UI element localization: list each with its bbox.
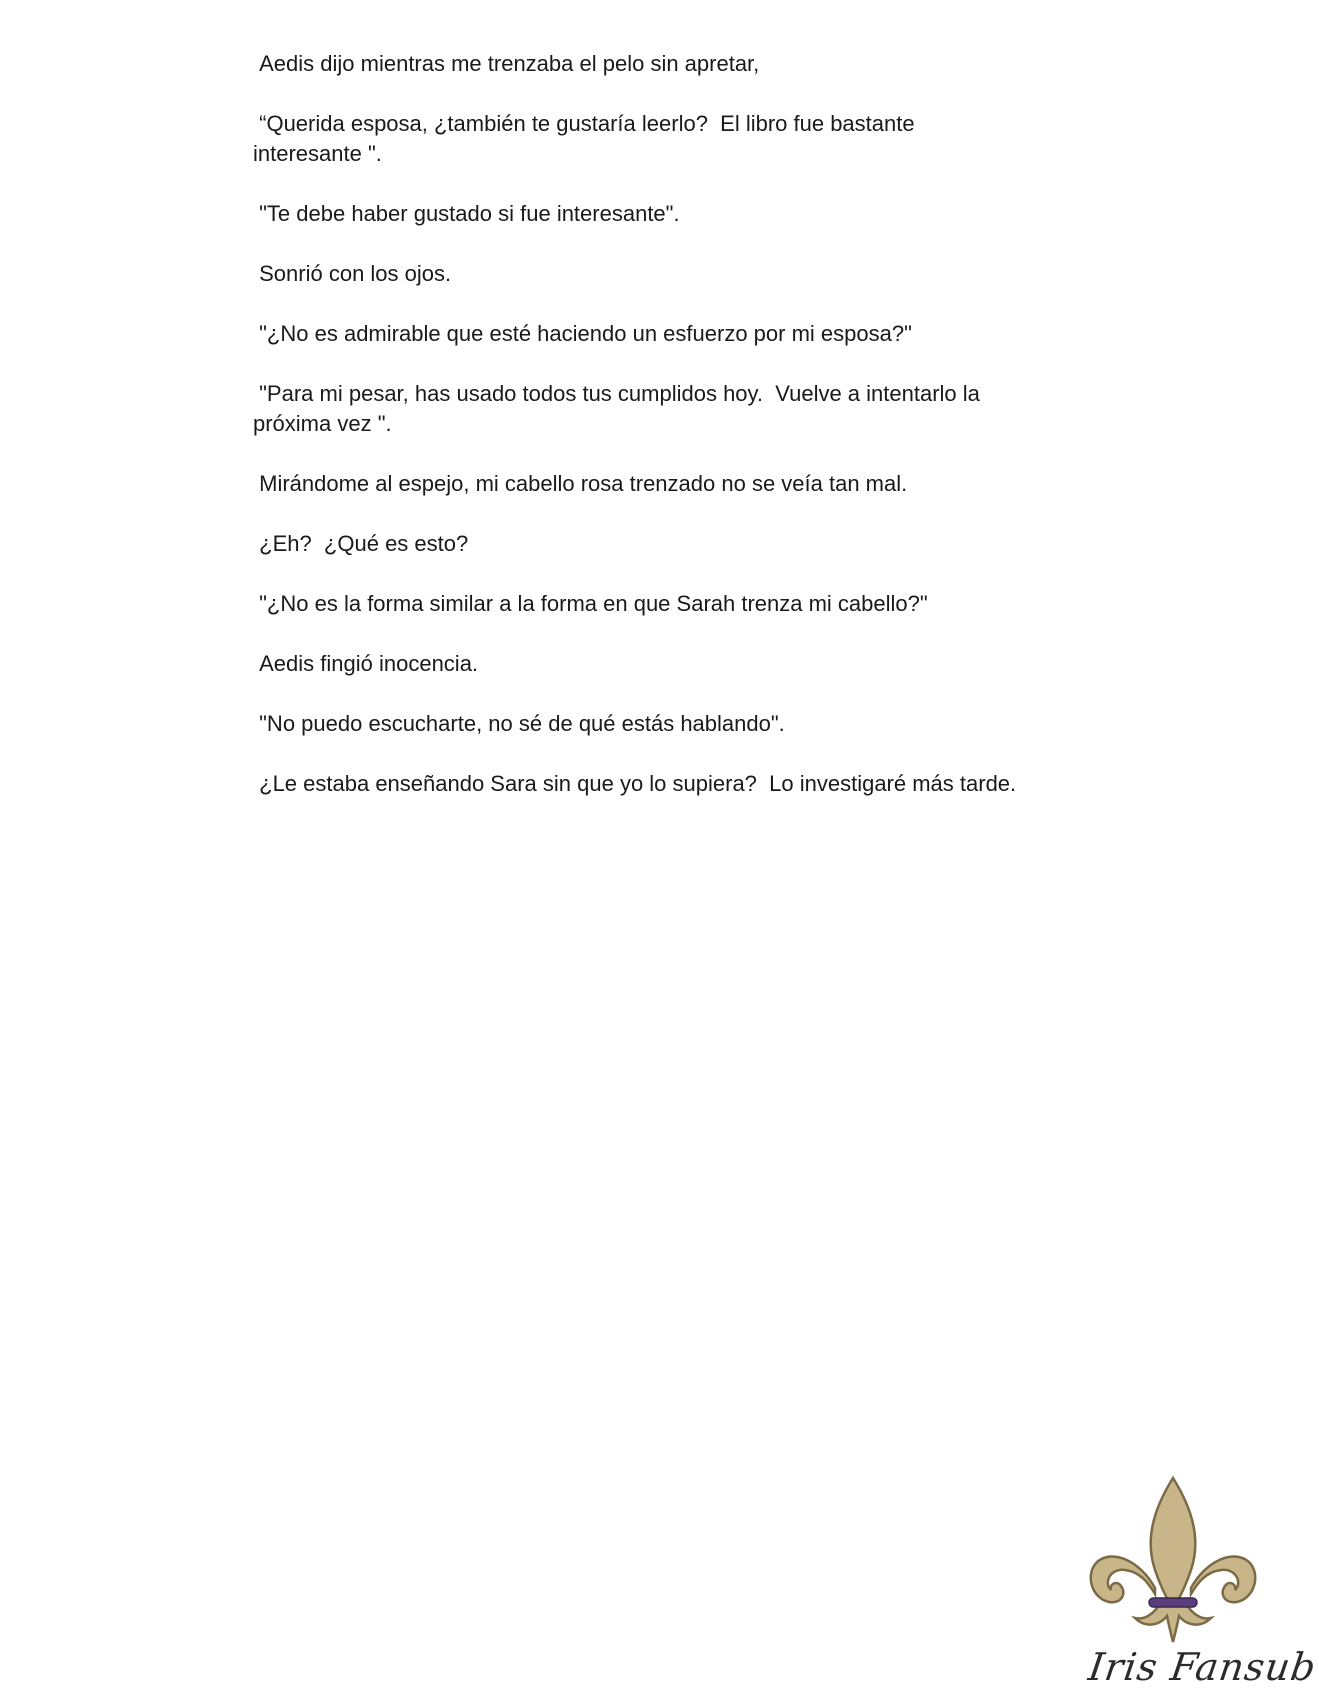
paragraph: “Querida esposa, ¿también te gustaría leerlo? El libro fue bastante interesante ". [253, 111, 921, 166]
paragraph: ¿Le estaba enseñando Sara sin que yo lo supiera? Lo investigaré más tarde. [253, 771, 1017, 796]
paragraph: Aedis fingió inocencia. [253, 651, 479, 676]
paragraph: Aedis dijo mientras me trenzaba el pelo sin apretar, [253, 51, 760, 76]
iris-fansub-watermark [1075, 1470, 1319, 1700]
paragraph: Sonrió con los ojos. [253, 261, 452, 286]
fleur-de-lis-icon [1083, 1470, 1263, 1650]
paragraph: "No puedo escucharte, no sé de qué estás hablando". [253, 711, 785, 736]
paragraph: "¿No es admirable que esté haciendo un esfuerzo por mi esposa?" [253, 321, 912, 346]
paragraph: Mirándome al espejo, mi cabello rosa trenzado no se veía tan mal. [253, 471, 908, 496]
paragraph: "Te debe haber gustado si fue interesante". [253, 201, 680, 226]
paragraph: "¿No es la forma similar a la forma en que Sarah trenza mi cabello?" [253, 591, 928, 616]
paragraph: "Para mi pesar, has usado todos tus cumplidos hoy. Vuelve a intentarlo la próxima vez ". [253, 381, 987, 436]
watermark-label: Iris Fansub [1085, 1645, 1319, 1689]
paragraph: ¿Eh? ¿Qué es esto? [253, 531, 469, 556]
story-text [253, 49, 1023, 829]
